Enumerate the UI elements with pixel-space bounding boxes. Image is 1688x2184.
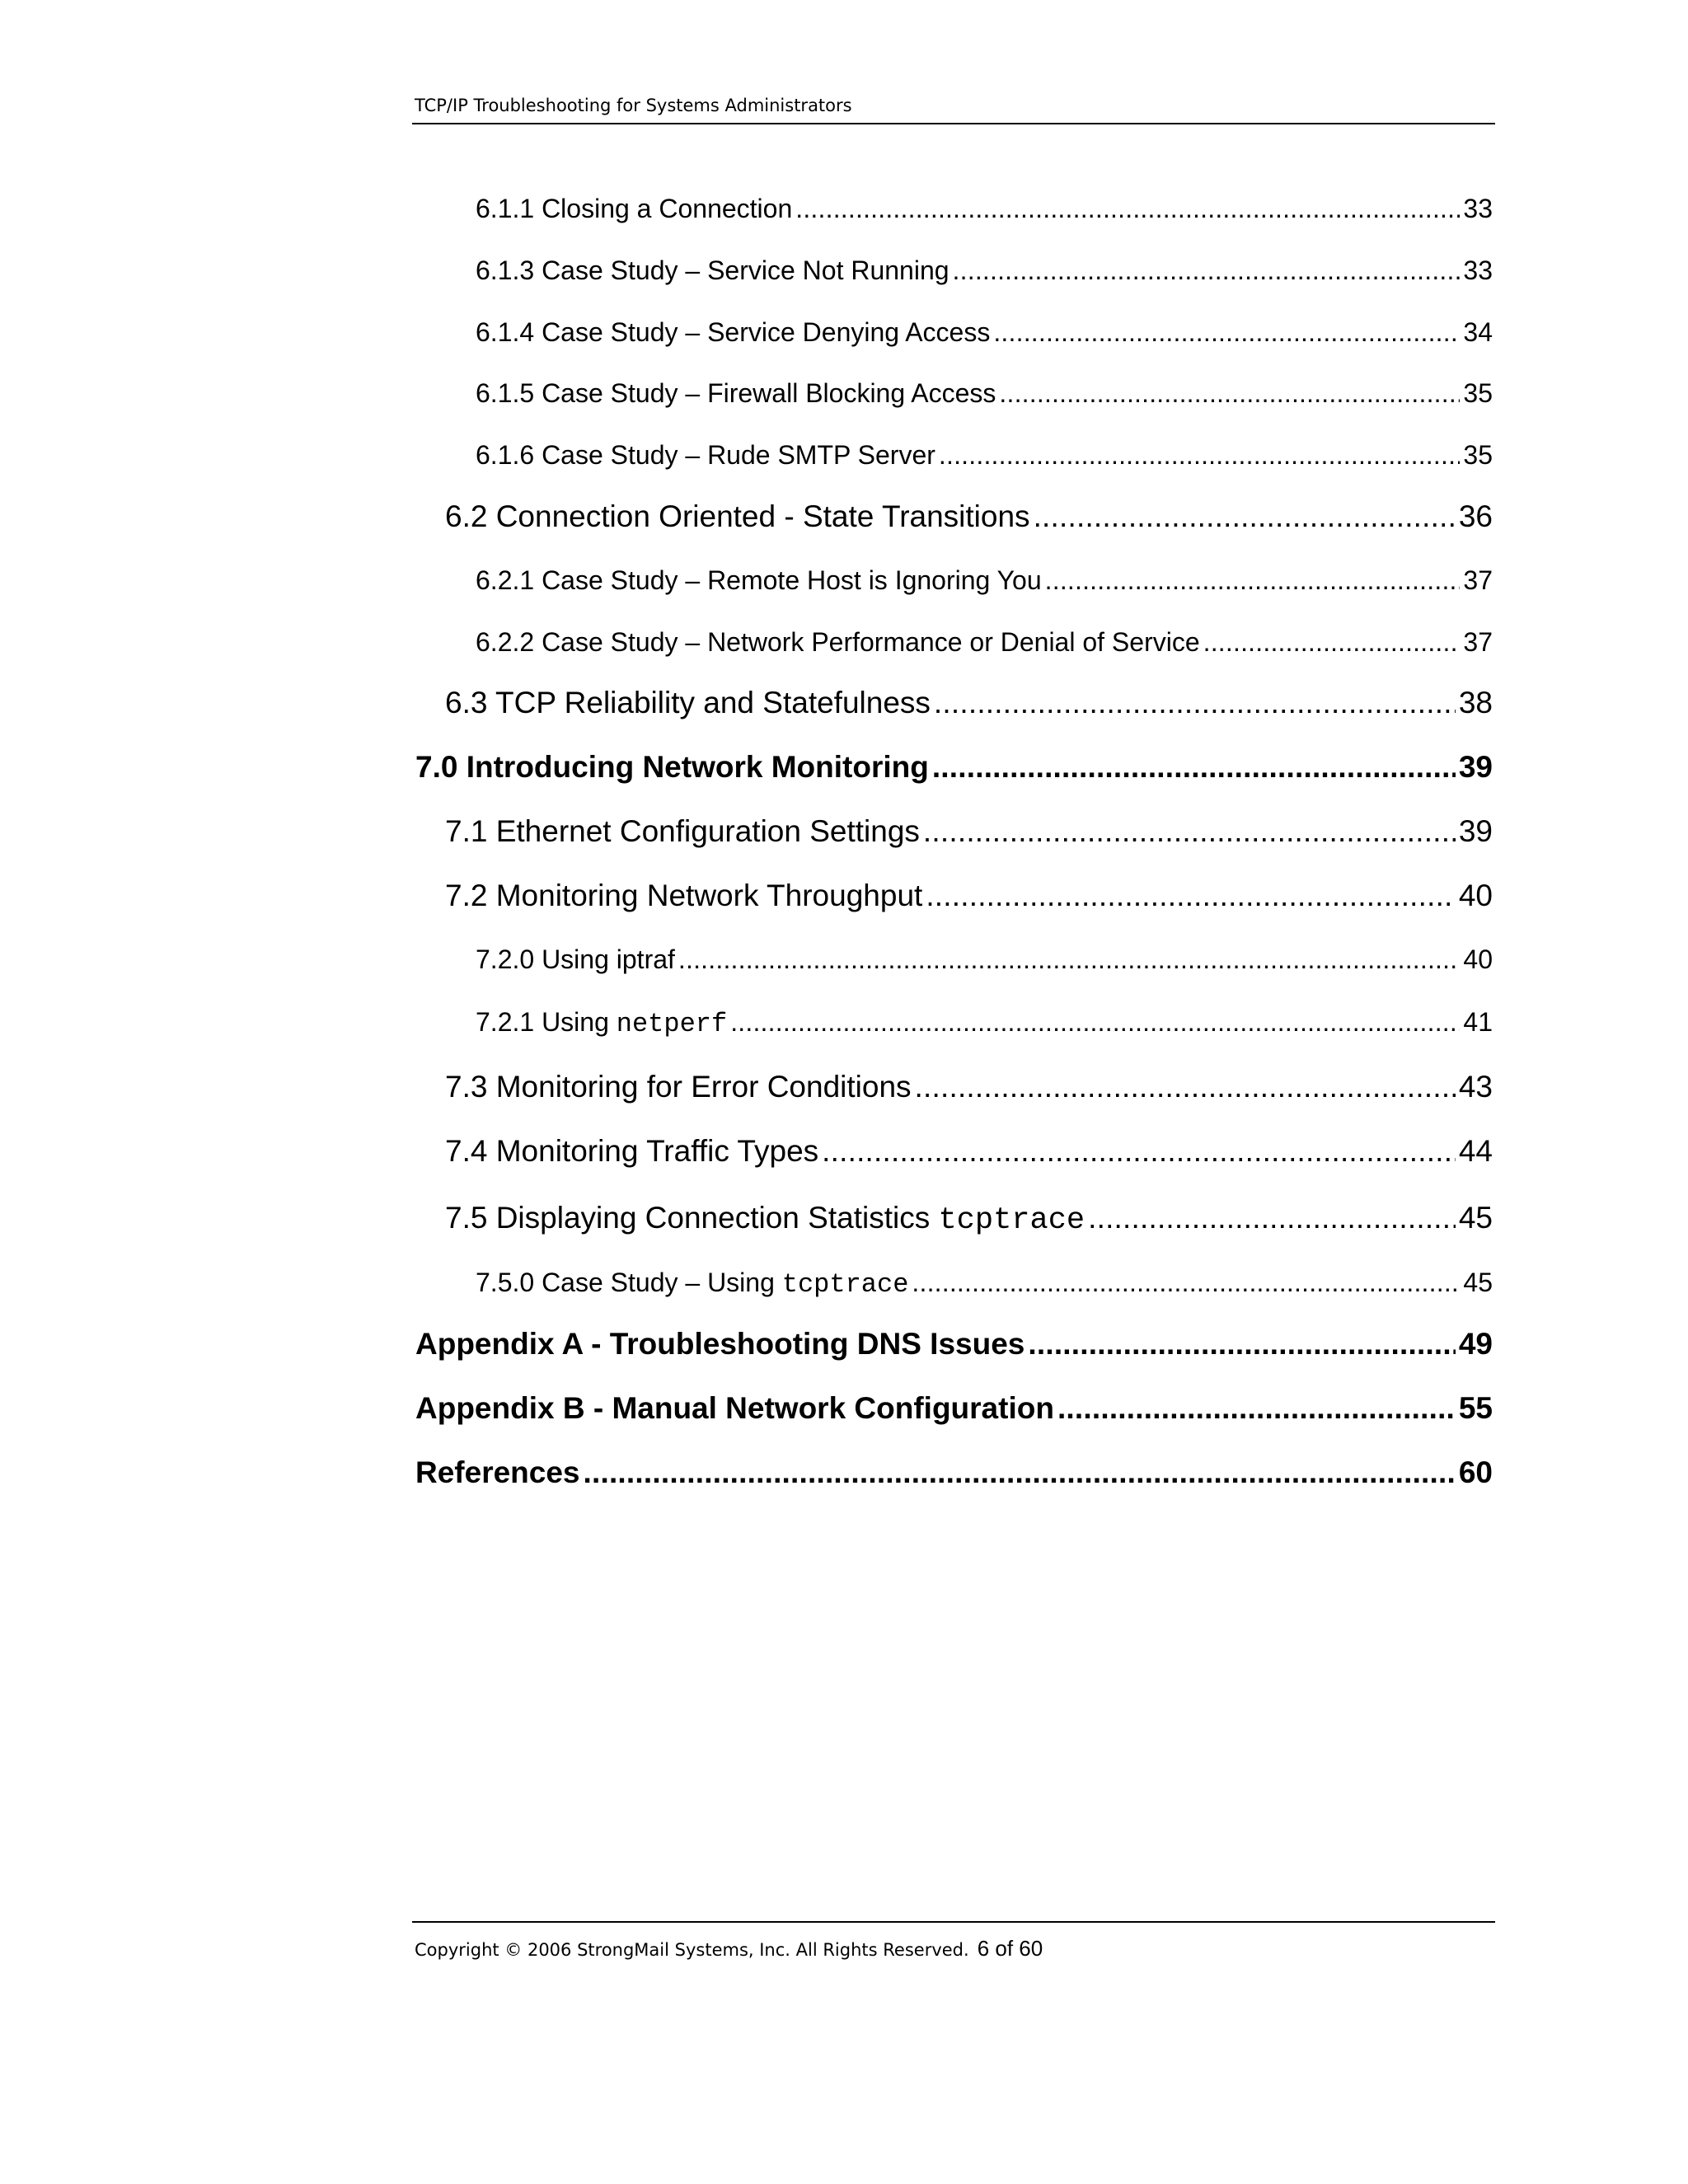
- dot-leader: [822, 1134, 1456, 1169]
- dot-leader: [999, 378, 1460, 409]
- dot-leader: [926, 879, 1456, 913]
- toc-entry-title: 7.5 Displaying Connection Statistics: [445, 1201, 939, 1235]
- toc-entry-title: References: [415, 1455, 580, 1489]
- footer-divider: [412, 1921, 1495, 1923]
- toc-entry-page: 33: [1463, 255, 1493, 285]
- toc-entry[interactable]: [445, 686, 1493, 720]
- toc-entry[interactable]: [476, 255, 1493, 286]
- toc-entry-title: 7.5.0 Case Study – Using: [476, 1268, 782, 1297]
- toc-entry-page: 49: [1458, 1327, 1493, 1361]
- toc-entry-page: 39: [1458, 750, 1493, 784]
- dot-leader: [953, 255, 1461, 286]
- toc-entry-code: netperf: [616, 1009, 728, 1039]
- toc-entry-title: 6.2.1 Case Study – Remote Host is Ignoring You: [476, 565, 1042, 595]
- toc-entry-title: 7.2.1 Using: [476, 1007, 617, 1037]
- dot-leader: [730, 1007, 1460, 1038]
- toc-entry-title: 7.2 Monitoring Network Throughput: [445, 879, 923, 912]
- toc-entry-title: 6.1.3 Case Study – Service Not Running: [476, 255, 950, 285]
- toc-entry-page: 37: [1463, 565, 1493, 595]
- toc-entry-title: 6.1.6 Case Study – Rude SMTP Server: [476, 440, 935, 470]
- header-divider: [412, 123, 1495, 124]
- toc-entry-code: tcptrace: [938, 1203, 1085, 1238]
- toc-entry-code: tcptrace: [781, 1269, 909, 1300]
- toc-entry-title: 6.2 Connection Oriented - State Transitions: [445, 499, 1030, 533]
- running-header: TCP/IP Troubleshooting for Systems Administrators: [415, 96, 852, 115]
- toc-entry-title: 7.3 Monitoring for Error Conditions: [445, 1070, 912, 1104]
- toc-entry-page: 41: [1463, 1007, 1493, 1037]
- dot-leader: [912, 1268, 1460, 1298]
- toc-entry-title: Appendix A - Troubleshooting DNS Issues: [415, 1327, 1025, 1361]
- toc-entry-page: 34: [1463, 317, 1493, 347]
- toc-entry[interactable]: [445, 1070, 1493, 1104]
- toc-entry-title: 7.1 Ethernet Configuration Settings: [445, 814, 920, 848]
- dot-leader: [934, 686, 1456, 720]
- toc-entry-title: Appendix B - Manual Network Configuration: [415, 1391, 1054, 1425]
- toc-entry[interactable]: [476, 944, 1493, 975]
- dot-leader: [1203, 627, 1461, 658]
- toc-entry-page: 39: [1458, 814, 1493, 848]
- toc-entry[interactable]: [476, 440, 1493, 471]
- toc-entry[interactable]: [476, 627, 1493, 658]
- toc-entry-title: 7.2.0 Using iptraf: [476, 944, 675, 974]
- toc-entry-page: 45: [1458, 1201, 1493, 1235]
- toc-entry[interactable]: [476, 317, 1493, 348]
- toc-entry[interactable]: [445, 1134, 1493, 1169]
- toc-entry-page: 43: [1458, 1070, 1493, 1104]
- toc-entry[interactable]: [476, 194, 1493, 224]
- dot-leader: [915, 1070, 1456, 1104]
- toc-entry-title: 6.1.5 Case Study – Firewall Blocking Access: [476, 378, 996, 408]
- page-number: 6 of 60: [977, 1936, 1043, 1961]
- toc-entry-page: 38: [1458, 686, 1493, 719]
- dot-leader: [1057, 1391, 1456, 1426]
- dot-leader: [923, 814, 1456, 849]
- toc-entry-title: 6.2.2 Case Study – Network Performance or Denial of Service: [476, 627, 1200, 657]
- toc-entry-page: 60: [1458, 1455, 1493, 1489]
- toc-entry[interactable]: [476, 378, 1493, 409]
- toc-entry[interactable]: [445, 1201, 1493, 1238]
- dot-leader: [1028, 1327, 1455, 1361]
- toc-entry-page: 35: [1463, 440, 1493, 470]
- dot-leader: [1045, 565, 1461, 596]
- toc-entry-title: 7.4 Monitoring Traffic Types: [445, 1134, 819, 1168]
- toc-entry-page: 44: [1458, 1134, 1493, 1168]
- toc-entry-page: 40: [1463, 944, 1493, 974]
- toc-entry[interactable]: [415, 1327, 1493, 1361]
- page-footer: [415, 1938, 1043, 1959]
- toc-entry-title: 6.3 TCP Reliability and Statefulness: [445, 686, 931, 719]
- dot-leader: [795, 194, 1460, 224]
- toc-entry[interactable]: [415, 750, 1493, 785]
- toc-entry[interactable]: [445, 499, 1493, 534]
- toc-entry-title: 6.1.4 Case Study – Service Denying Access: [476, 317, 991, 347]
- dot-leader: [678, 944, 1461, 975]
- dot-leader: [1088, 1201, 1456, 1235]
- toc-entry-title: 7.0 Introducing Network Monitoring: [415, 750, 929, 784]
- toc-entry-page: 33: [1463, 194, 1493, 223]
- toc-entry[interactable]: [476, 565, 1493, 596]
- dot-leader: [932, 750, 1456, 785]
- dot-leader: [993, 317, 1460, 348]
- toc-entry-page: 40: [1458, 879, 1493, 912]
- toc-entry-page: 35: [1463, 378, 1493, 408]
- toc-entry-page: 36: [1458, 499, 1493, 533]
- toc-entry[interactable]: [415, 1455, 1493, 1490]
- toc-entry-page: 45: [1463, 1268, 1493, 1297]
- toc-entry[interactable]: [476, 1268, 1493, 1300]
- toc-entry[interactable]: [445, 879, 1493, 913]
- toc-entry-page: 37: [1463, 627, 1493, 657]
- toc-entry[interactable]: [476, 1007, 1493, 1039]
- toc-entry-title: 6.1.1 Closing a Connection: [476, 194, 793, 223]
- dot-leader: [584, 1455, 1456, 1490]
- dot-leader: [1034, 499, 1456, 534]
- toc-entry[interactable]: [415, 1391, 1493, 1426]
- toc-entry[interactable]: [445, 814, 1493, 849]
- dot-leader: [939, 440, 1461, 471]
- copyright-notice: Copyright © 2006 StrongMail Systems, Inc. All Rights Reserved.: [415, 1940, 969, 1960]
- toc-entry-page: 55: [1458, 1391, 1493, 1425]
